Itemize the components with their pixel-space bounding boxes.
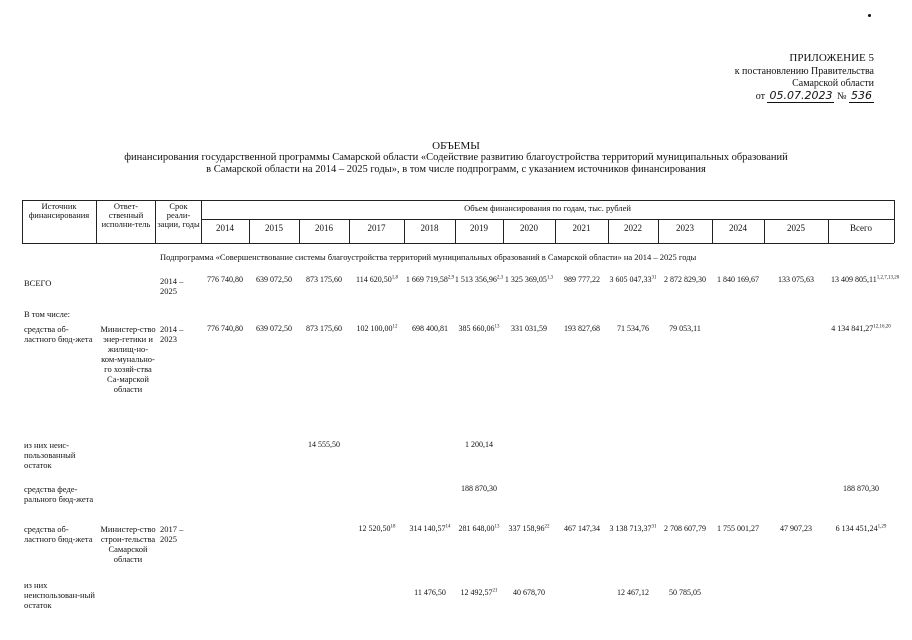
value-cell [708,275,768,284]
value-text: 1 755 001,27 [717,524,759,533]
in-total-label: В том числе: [24,309,70,319]
value-text: 13 409 805,11 [831,275,877,284]
value-cell [499,588,559,597]
header-responsible: Ответ-ственный исполни-тель [101,201,151,229]
value-cell [655,588,715,597]
value-cell [294,275,354,284]
value-text: 873 175,60 [306,275,342,284]
value-cell [603,324,663,333]
value-cell [603,275,663,284]
col-divider [155,200,156,243]
footnote-marker: 18 [390,524,396,530]
row-responsible: Министер-ство строи-тельства Самарской области [100,524,156,564]
date-prefix: от [755,91,765,102]
value-text: 1 513 356,96 [454,275,497,284]
value-text: 11 476,50 [414,588,446,597]
year-header: 2014 [216,223,234,233]
row-term: 2014 – 2023 [160,324,184,344]
value-cell [294,440,354,449]
value-text: 12 520,50 [358,524,391,533]
handwritten-date: 05.07.2023 [769,89,833,102]
footnote-marker: 2,9 [447,275,455,281]
col-divider [96,200,97,243]
value-text: 337 158,96 [508,524,545,533]
footnote-marker: 12 [392,324,398,330]
row-source: средства феде-рального бюд-жета [24,484,94,504]
value-text: 193 827,68 [564,324,600,333]
row-source: средства об-ластного бюд-жета [24,324,93,344]
value-text: 1 325 369,05 [504,275,547,284]
scan-speck [868,14,871,17]
value-text: 873 175,60 [306,324,342,333]
value-cell [766,275,826,284]
value-cell [655,275,715,284]
value-text: 989 777,22 [564,275,600,284]
value-text: 1 669 719,58 [405,275,448,284]
value-cell [294,324,354,333]
value-text: 188 870,30 [461,484,497,493]
year-header: 2018 [420,223,439,233]
value-text: 47 907,23 [780,524,812,533]
value-text: 3 138 713,37 [609,524,652,533]
value-text: 331 031,59 [511,324,547,333]
footnote-marker: 2,3 [496,275,504,281]
subprogram-title: Подпрограмма «Совершенствование системы благоустройства территорий муниципальных образований в Самарской области» на 2014 – 2025 годы [160,252,697,262]
value-text: 14 555,50 [308,440,340,449]
value-cell [831,275,900,284]
value-cell [347,275,407,284]
year-row-top-border [201,219,894,220]
value-text: 1 840 169,67 [717,275,759,284]
value-cell [831,484,891,493]
document-title: ОБЪЕМЫ [432,140,480,152]
table-top-border [22,200,894,201]
value-text: 79 053,11 [669,324,701,333]
footnote-marker: 1,8 [391,275,398,281]
value-text: 467 147,34 [564,524,600,533]
table-left-border [22,200,23,243]
year-header: 2020 [520,223,538,233]
footnote-marker: 13 [494,324,500,330]
header-term: Срок реали-зации, годы [157,201,200,229]
value-cell [655,324,715,333]
value-cell [499,324,559,333]
value-cell [603,524,663,533]
value-cell [499,524,559,533]
year-header: 2022 [624,223,642,233]
value-cell [449,440,509,449]
value-text: 12 467,12 [617,588,649,597]
header-source: Источник финансирования [28,201,90,220]
value-text: 776 740,80 [207,275,243,284]
appendix-resolution-line: к постановлению Правительства [734,66,874,77]
header-volume: Объем финансирования по годам, тыс. рублей [464,203,631,213]
year-header: 2021 [572,223,591,233]
appendix-date-number-line [756,90,874,103]
value-cell [449,484,509,493]
document-subtitle-line-2: в Самарской области на 2014 – 2025 годы», в том числе подпрограмм, с указанием источников финансирования [206,164,706,175]
value-text: 3 605 047,33 [609,275,652,284]
footnote-marker: 31 [651,275,657,281]
value-text: 133 075,63 [778,275,814,284]
value-cell [347,324,407,333]
year-header: 2024 [729,223,747,233]
year-header: 2017 [367,223,386,233]
row-responsible: Министер-ство энер-гетики и жилищ-но-ком-мунально-го хозяй-ства Са-марской области [100,324,156,394]
value-cell [655,524,715,533]
year-header: 2019 [470,223,488,233]
value-cell [496,275,559,284]
value-text: 40 678,70 [513,588,545,597]
row-source: из них неис-пользованный остаток [24,440,76,470]
value-text: 114 620,50 [356,275,392,284]
value-text: 2 708 607,79 [664,524,706,533]
footnote-marker: 12,16,20 [873,324,891,330]
year-header: 2015 [265,223,283,233]
value-text: 639 072,50 [256,324,292,333]
year-header: 2025 [787,223,805,233]
value-text: 281 648,00 [458,524,495,533]
footnote-marker: 14 [445,524,451,530]
value-cell [603,588,663,597]
value-text: 776 740,80 [207,324,243,333]
value-text: 698 400,81 [412,324,448,333]
value-cell [831,324,891,333]
footnote-marker: 1,2,7,13,20 [876,275,900,281]
appendix-region-line: Самарской области [792,78,874,89]
value-text: 4 134 841,27 [831,324,874,333]
value-cell [708,524,768,533]
value-text: 6 134 451,24 [835,524,878,533]
value-text: 71 534,76 [617,324,649,333]
footnote-marker: 13 [494,524,500,530]
footnote-marker: 1,29 [877,524,887,530]
value-text: 639 072,50 [256,275,292,284]
handwritten-number: 536 [851,89,872,102]
footnote-marker: 1,3 [546,275,554,281]
row-term: 2014 – 2025 [160,276,184,296]
number-prefix: № [836,91,847,102]
value-cell [347,524,407,533]
document-subtitle-line-1: финансирования государственной программы Самарской области «Содействие развитию благоустройства территорий муниципальных образований [124,152,788,163]
footnote-marker: 31 [651,524,657,530]
value-text: 50 785,05 [669,588,701,597]
value-text: 1 200,14 [465,440,493,449]
year-header: 2016 [315,223,333,233]
value-text: 314 140,57 [409,524,446,533]
value-text: 102 100,00 [356,324,393,333]
row-source: средства об-ластного бюд-жета [24,524,93,544]
value-text: 12 492,57 [460,588,493,597]
value-cell [766,524,826,533]
footnote-marker: 22 [544,524,550,530]
year-header: 2023 [676,223,694,233]
appendix-title: ПРИЛОЖЕНИЕ 5 [789,52,874,64]
row-source: ВСЕГО [24,278,52,288]
footnote-marker: 21 [492,588,498,594]
table-right-border [894,200,895,243]
year-header-total: Всего [849,223,873,233]
value-text: 188 870,30 [843,484,879,493]
row-source: из них неиспользован-ный остаток [24,580,95,610]
value-text: 2 872 829,30 [664,275,706,284]
table-header-bottom-border [22,243,894,244]
value-cell [831,524,891,533]
row-term: 2017 – 2025 [160,524,184,544]
value-text: 385 660,06 [458,324,495,333]
